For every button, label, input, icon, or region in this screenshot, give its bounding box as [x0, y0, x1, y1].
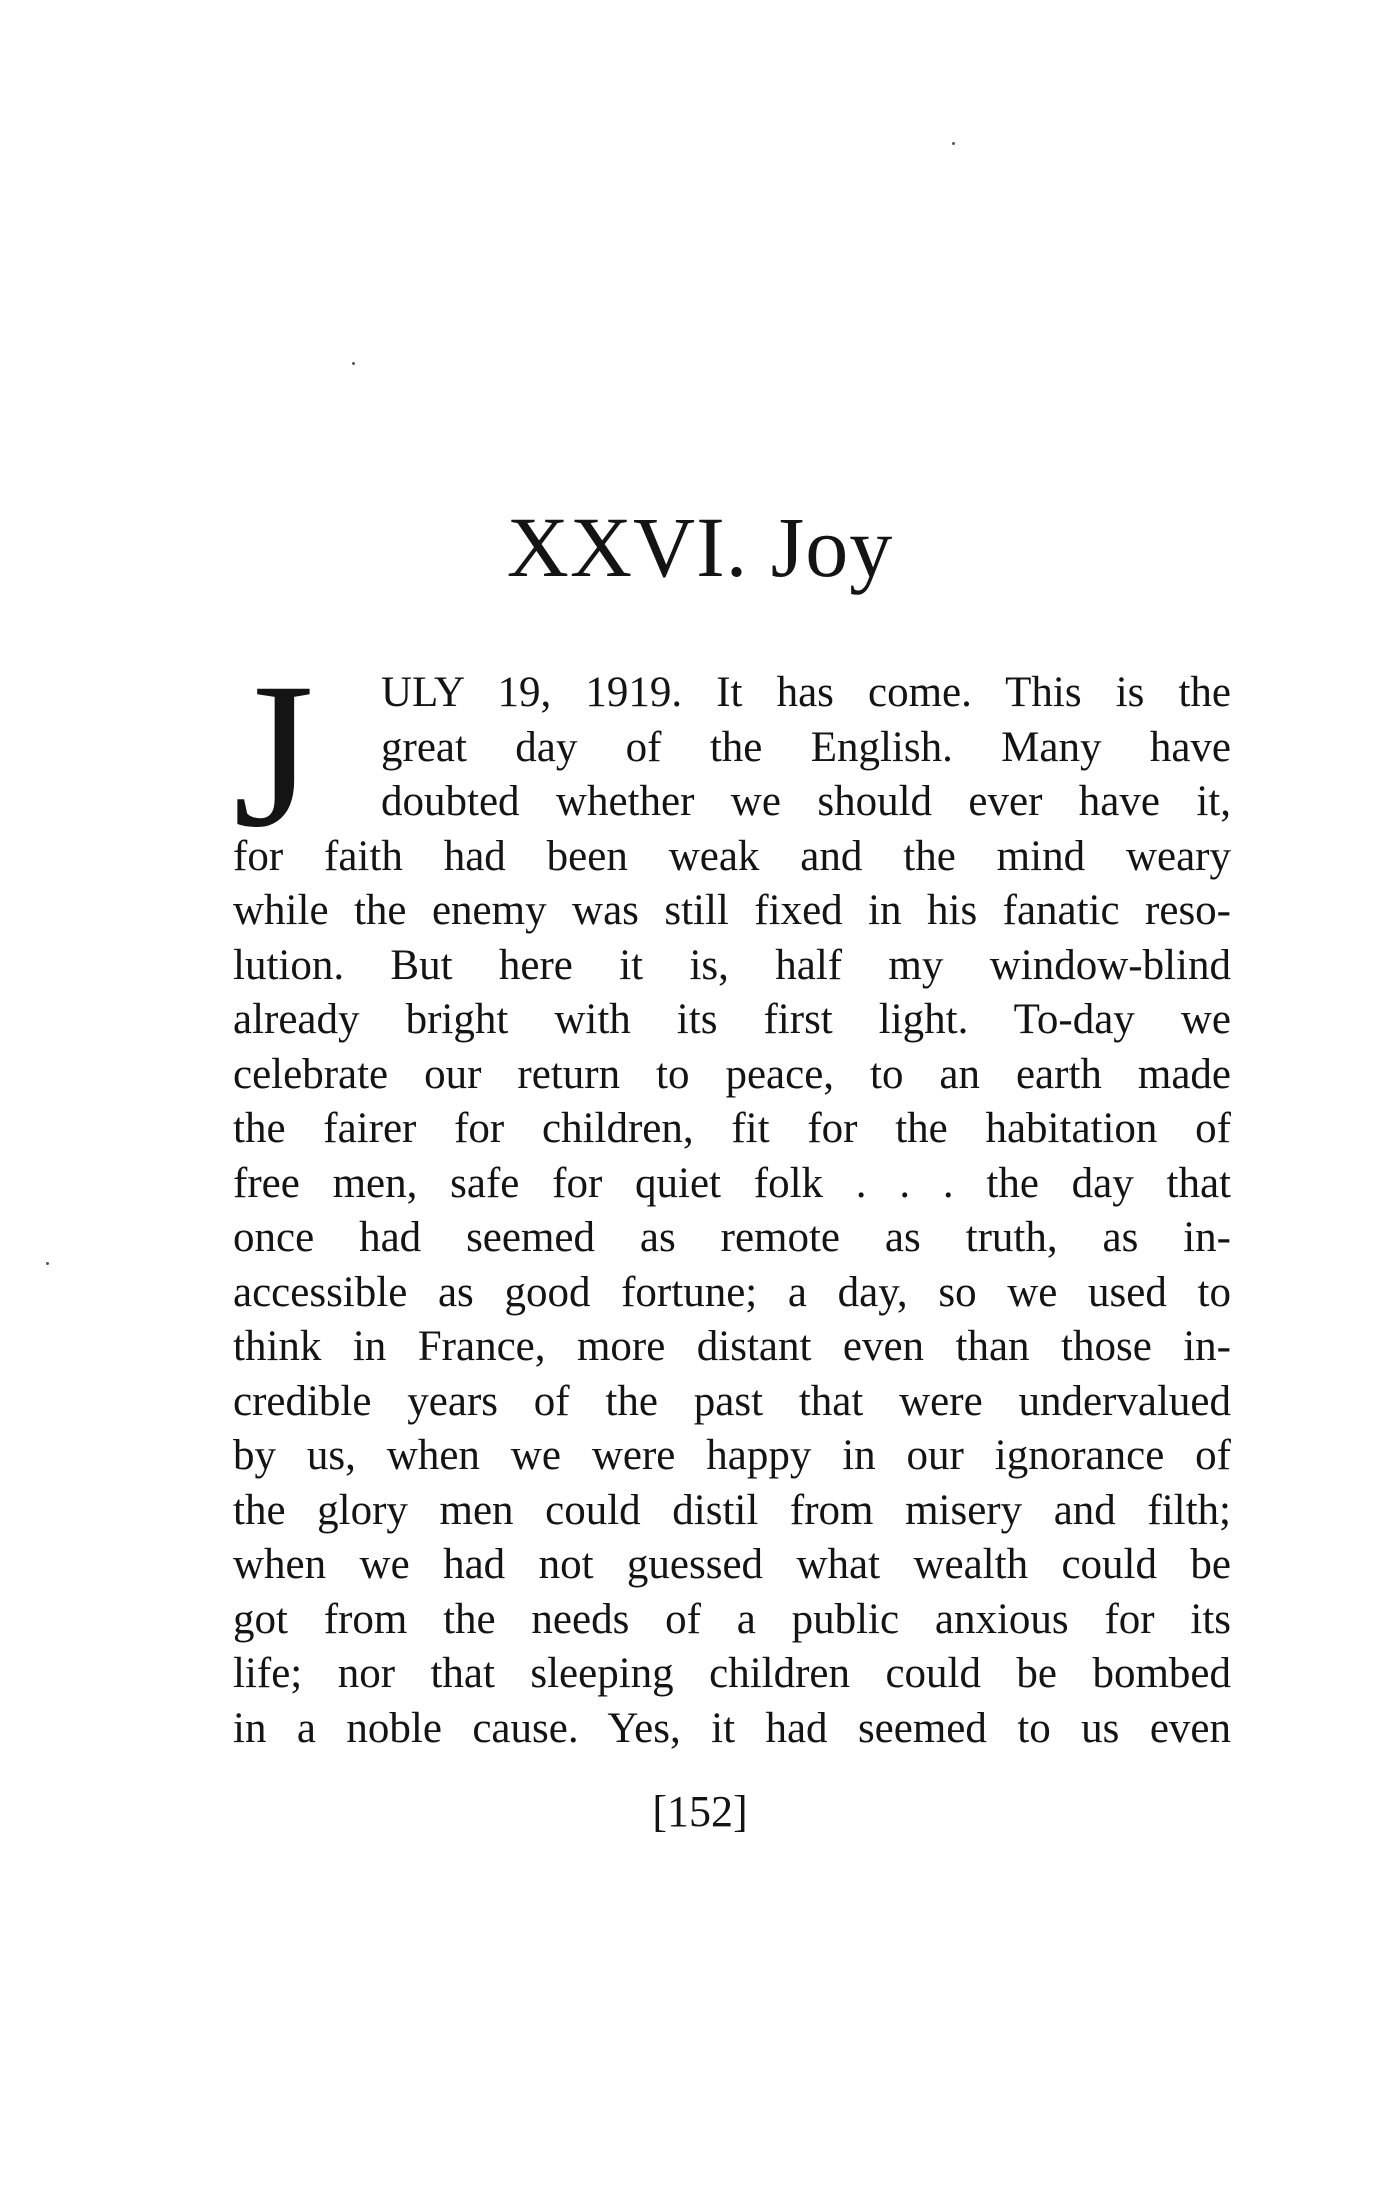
- text-line: celebrate our return to peace, to an earth made: [233, 1050, 1231, 1098]
- text-line: once had seemed as remote as truth, as in-: [233, 1214, 1231, 1261]
- text-line: think in France, more distant even than those in-: [233, 1323, 1231, 1370]
- paper-speck: [352, 362, 355, 365]
- text-line: lution. But here it is, half my window-blind: [233, 941, 1231, 989]
- text-line: free men, safe for quiet folk . . . the day that: [233, 1159, 1231, 1207]
- text-line: accessible as good fortune; a day, so we used to: [233, 1268, 1231, 1316]
- paper-speck: [952, 142, 955, 145]
- text-line: when we had not guessed what wealth could be: [233, 1541, 1231, 1588]
- body-text: [233, 640, 1231, 1756]
- text-line: great day of the English. Many have: [381, 723, 1231, 771]
- text-line: for faith had been weak and the mind weary: [233, 832, 1231, 880]
- text-line: the fairer for children, fit for the habitation of: [233, 1105, 1231, 1152]
- text-line: already bright with its first light. To-day we: [233, 996, 1231, 1043]
- text-line: life; nor that sleeping children could be bombed: [233, 1650, 1231, 1697]
- text-line: while the enemy was still fixed in his fanatic reso-: [233, 887, 1231, 934]
- text-line: ULY 19, 1919. It has come. This is the: [381, 669, 1231, 716]
- text-line: in a noble cause. Yes, it had seemed to us even: [233, 1704, 1231, 1752]
- text-line: doubted whether we should ever have it,: [381, 778, 1231, 825]
- chapter-title: XXVI. Joy: [506, 499, 894, 595]
- page-number: [152]: [652, 1787, 748, 1836]
- text-line: got from the needs of a public anxious for its: [233, 1595, 1231, 1643]
- drop-cap: J: [233, 640, 314, 870]
- paper-speck: [46, 1262, 49, 1265]
- text-line: the glory men could distil from misery and filth;: [233, 1486, 1231, 1534]
- text-line: by us, when we were happy in our ignorance of: [233, 1432, 1231, 1479]
- text-line: credible years of the past that were undervalued: [233, 1377, 1231, 1425]
